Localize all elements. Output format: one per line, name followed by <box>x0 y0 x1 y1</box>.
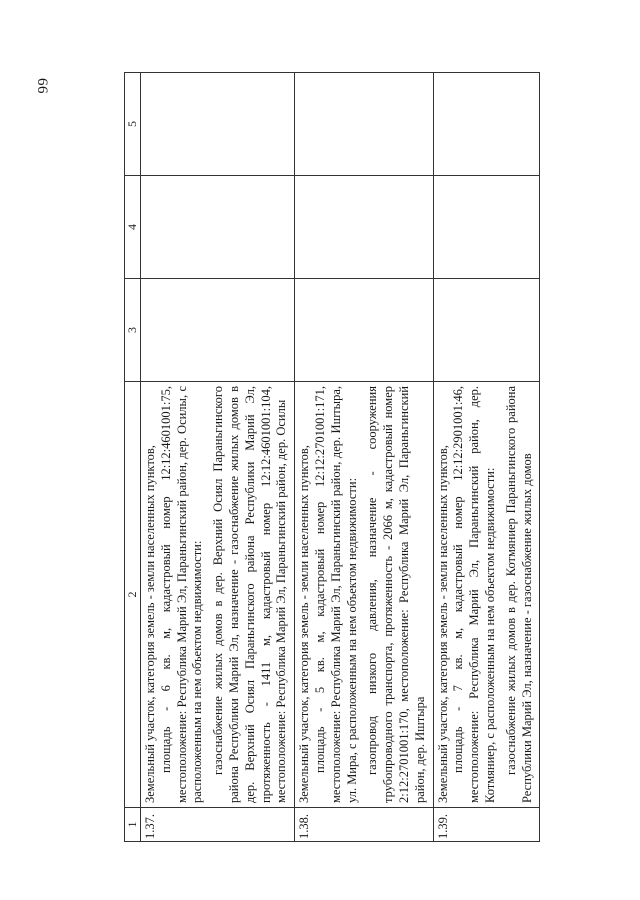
row-main-paragraph <box>436 386 499 803</box>
column-header-3: 3 <box>125 279 141 382</box>
row-number: 1.38. <box>295 808 433 842</box>
row-cell-3 <box>141 279 295 382</box>
table-row <box>433 73 540 842</box>
column-header-5: 5 <box>125 73 141 176</box>
rotated-table-container <box>124 72 598 842</box>
row-cell-3 <box>295 279 433 382</box>
row-object-paragraph: газоснабжение жилых домов в дер. Верхний Осиял Параньгинского района Республики Марий Эл, назначение - газоснабжение жилых домов в дер. Верхний Осиял Параньгинского района Республики Марий Эл, протяженность - 1411 м, кадастровый номер 12:12:4601001:104, местоположение: Республика Марий Эл, Параньгинский район, дер. Осилы <box>211 386 289 803</box>
row-cell-5 <box>433 73 540 176</box>
row-lead-text: Земельный участок, категория земель - земли населенных пунктов, <box>297 445 312 803</box>
table-row <box>141 73 295 842</box>
registry-table <box>124 72 540 842</box>
row-description <box>295 382 433 808</box>
row-number: 1.37. <box>141 808 295 842</box>
row-number: 1.39. <box>433 808 540 842</box>
row-cell-4 <box>141 176 295 279</box>
row-cell-4 <box>433 176 540 279</box>
row-lead-text: Земельный участок, категория земель - земли населенных пунктов, <box>143 445 157 803</box>
row-lead-text: Земельный участок, категория земель - земли населенных пунктов, <box>435 445 450 803</box>
row-cell-5 <box>141 73 295 176</box>
row-object-paragraph: газоснабжение жилых домов в дер. Котмяниер Параньгинского района Республики Марий Эл, назначение - газоснабжение жилых домов <box>503 386 534 803</box>
table-header-row <box>125 73 141 842</box>
row-cell-5 <box>295 73 433 176</box>
row-description <box>141 382 295 808</box>
row-main-paragraph <box>143 386 206 803</box>
row-cell-4 <box>295 176 433 279</box>
column-header-2: 2 <box>125 382 141 808</box>
column-header-4: 4 <box>125 176 141 279</box>
row-object-paragraph: газопровод низкого давления, назначение - сооружения трубопроводного транспорта, протяженность - 2066 м, кадастровый номер 2:12:2701001:170, местоположение: Республика Марий Эл, Параньгинский район, дер. Иштыра <box>365 386 427 803</box>
row-description <box>433 382 540 808</box>
row-rest-text: площадь - 6 кв. м, кадастровый номер 12:12:4601001:75, местоположение: Республика Марий Эл, Параньгинский район, дер. Осилы, с расположенным на нем объектом недвижимости: <box>158 386 205 803</box>
row-rest-text: площадь - 7 кв. м, кадастровый номер 12:12:2901001:46, местоположение: Республика Марий Эл, Параньгинский район, дер. Котмяниер, с расположенным на нем объектом недвижимости: <box>451 386 497 803</box>
page-number: 66 <box>34 78 50 94</box>
row-cell-3 <box>433 279 540 382</box>
row-rest-text: площадь - 5 кв. м, кадастровый номер 12:12:2701001:171, местоположение: Республика Марий Эл, Параньгинский район, дер. Иштыра, ул. Мира, с расположенным на нем объектом недвижимости: <box>312 386 359 803</box>
column-header-1: 1 <box>125 808 141 842</box>
row-main-paragraph <box>297 386 360 803</box>
table-row <box>295 73 433 842</box>
